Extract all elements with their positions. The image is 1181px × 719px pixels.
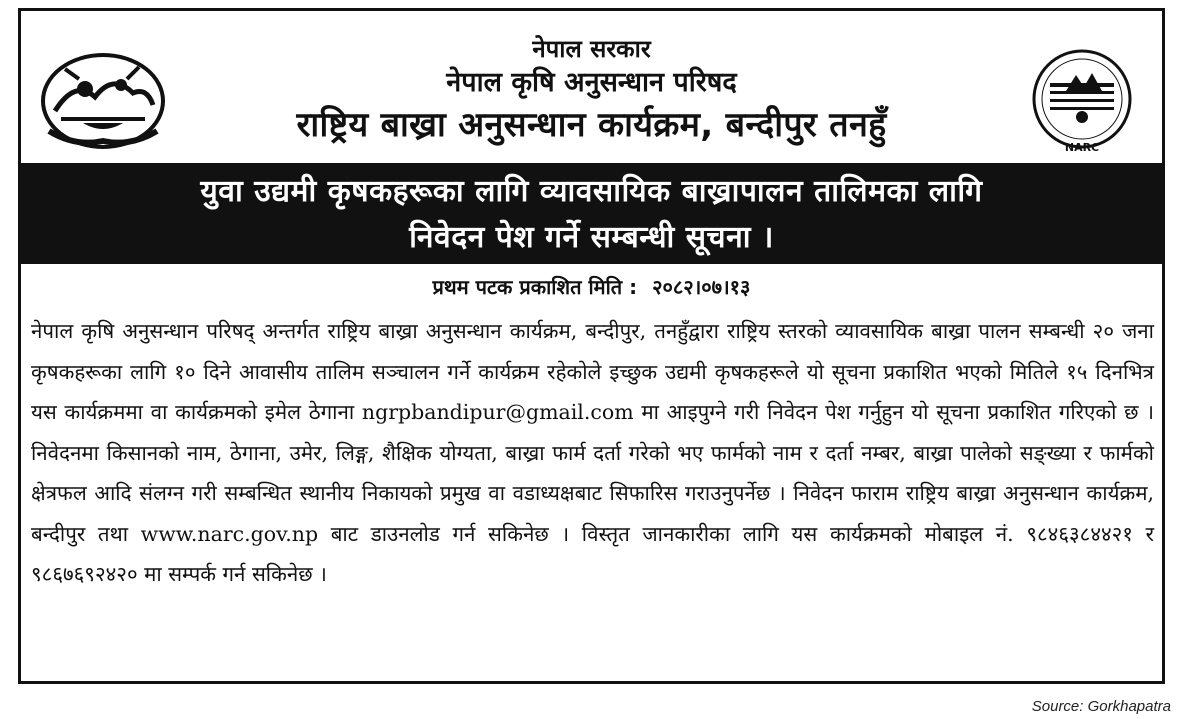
published-date: २०८२।०७।१३ bbox=[652, 275, 751, 299]
nepal-emblem-icon bbox=[35, 49, 171, 153]
narc-logo-icon bbox=[1018, 47, 1146, 157]
banner-title-line2: निवेदन पेश गर्ने सम्बन्धी सूचना । bbox=[409, 220, 774, 255]
header-line-council: नेपाल कृषि अनुसन्धान परिषद bbox=[446, 67, 737, 98]
title-banner bbox=[21, 163, 1162, 264]
notice-header bbox=[21, 11, 1162, 161]
banner-title-line1: युवा उद्यमी कृषकहरूका लागि व्यावसायिक बाख्रापालन तालिमका लागि bbox=[200, 174, 983, 209]
source-credit: Source: Gorkhapatra bbox=[1031, 698, 1171, 715]
header-line-program: राष्ट्रिय बाख्रा अनुसन्धान कार्यक्रम, बन्दीपुर तनहुँ bbox=[296, 105, 887, 145]
header-line-government: नेपाल सरकार bbox=[532, 35, 651, 63]
published-date-row bbox=[21, 273, 1162, 300]
narc-logo-text: NARC bbox=[1064, 141, 1100, 154]
notice-body: नेपाल कृषि अनुसन्धान परिषद् अन्तर्गत राष्ट्रिय बाख्रा अनुसन्धान कार्यक्रम, बन्दीपुर, तनहुँद्वारा राष्ट्रिय स्तरको व्यावसायिक बाख्रा पालन सम्बन्धी २० जना कृषकहरूका लागि १० दिने आवासीय तालिम सञ्चालन गर्ने कार्यक्रम रहेकोले इच्छुक उद्यमी कृषकहरूले यो सूचना प्रकाशित भएको मितिले १५ दिनभित्र यस कार्यक्रममा वा कार्यक्रमको इमेल ठेगाना ngrpbandipur@gmail.com मा आइपुग्ने गरी निवेदन पेश गर्नुहुन यो सूचना प्रकाशित गरिएको छ । निवेदनमा किसानको नाम, ठेगाना, उमेर, लिङ्ग, शैक्षिक योग्यता, बाख्रा फार्म दर्ता गरेको भए फार्मको नाम र दर्ता नम्बर, बाख्रा पालेको सङ्ख्या र फार्मको क्षेत्रफल आदि संलग्न गरी सम्बन्धित स्थानीय निकायको प्रमुख वा वडाध्यक्षबाट सिफारिस गराउनुपर्नेछ । निवेदन फाराम राष्ट्रिय बाख्रा अनुसन्धान कार्यक्रम, बन्दीपुर तथा www.narc.gov.np बाट डाउनलोड गर्न सकिनेछ । विस्तृत जानकारीका लागि यस कार्यक्रमको मोबाइल नं. ९८४६३८४४२१ र ९८६७६९२४२० मा सम्पर्क गर्न सकिनेछ । bbox=[31, 319, 1154, 586]
notice-panel bbox=[18, 8, 1165, 684]
published-label: प्रथम पटक प्रकाशित मिति : bbox=[432, 275, 638, 299]
